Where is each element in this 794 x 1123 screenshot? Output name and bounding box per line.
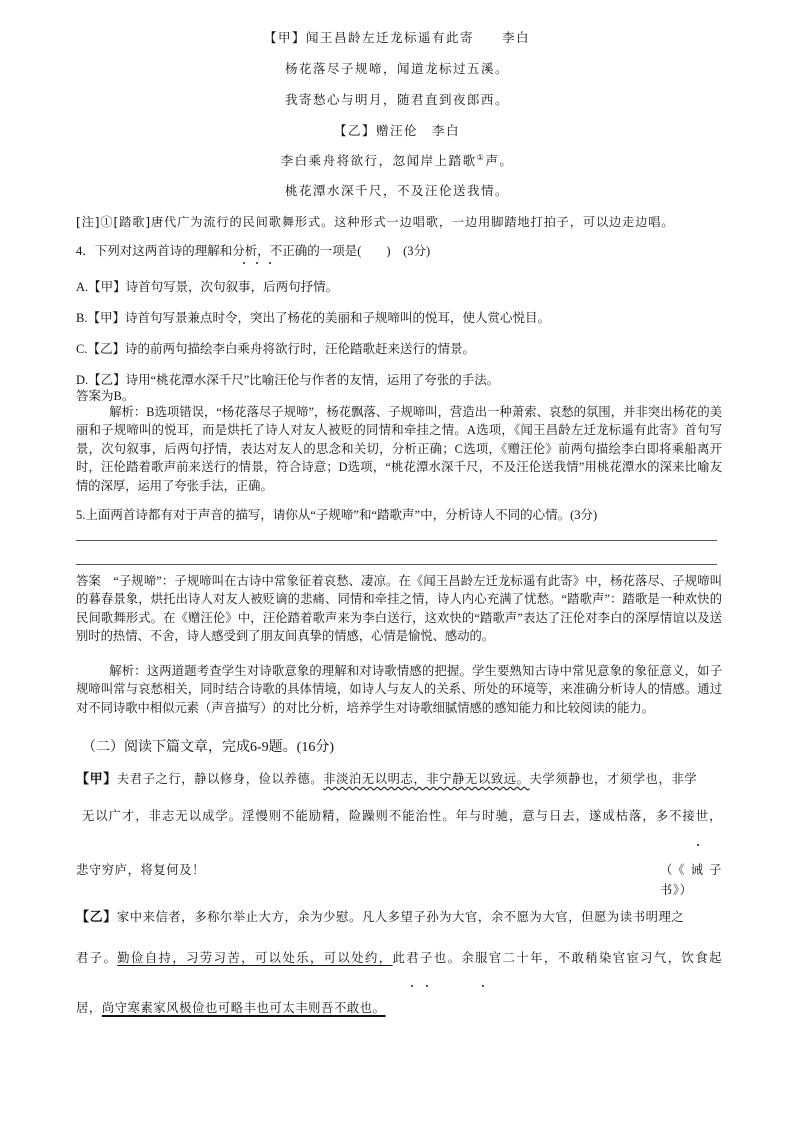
poem-note: [注]①[踏歌]唐代广为流行的民间歌舞形式。这种形式一边唱歌，一边用脚踏地打拍子，可以边走边唱。 (76, 215, 675, 229)
emphasis-dot (426, 985, 428, 987)
underlined-sentence: 勤俭自持，习劳习苦，可以处乐，可以处约， (117, 951, 393, 965)
passage-jia-line3: 悲守穷庐，将复何及！ (76, 863, 205, 877)
q5-analysis: 解析：这两道题考查学生对诗歌意象的理解和对诗歌情感的把握。学生要熟知古诗中常见意象的象征意义，如子规啼叫常与哀愁相关，同时结合诗歌的具体情境，如诗人与友人的关系、所处的环境等，来准确分析诗人的情感。通过对不同诗歌中相似元素（声音描写）的对比分析，培养学生对诗歌细腻情感的感知能力和比较阅读的能力。 (76, 664, 722, 715)
q5-answer: 答案 “子规啼”：子规啼叫在古诗中常象征着哀愁、凄凉。在《闻王昌龄左迁龙标遥有此寄》中，杨花落尽、子规啼叫的暮春景象，烘托出诗人对友人被贬谪的悲痛、同情和牵挂之情，诗人内心充满了忧愁。“踏歌声”：踏歌是一种欢快的民间歌舞形式。在《赠汪伦》中，汪伦踏着歌声来为李白送行，这欢快的“踏歌声”表达了汪伦对李白的深厚情谊以及送别时的热情、不舍，诗人感受到了朋友间真挚的情感，心情是愉悦、感动的。 (76, 574, 722, 644)
q4-option-d: D.【乙】诗用“桃花潭水深千尺”比喻汪伦与作者的友情，运用了夸张的手法。 (76, 373, 500, 387)
underlined-sentence: 尚守寒素家风极俭也可略丰也可太丰则吾不敢也。 (101, 1001, 386, 1015)
passage-jia-source: （《诫子书》） (660, 863, 722, 897)
emphasis-dot (256, 262, 258, 264)
emphasis-dot (269, 262, 271, 264)
answer-line (76, 564, 717, 565)
passage-yi-line2: 君子。勤俭自持，习劳习苦，可以处乐，可以处约，此君子也。余服官二十年，不敢稍染官宦习气，饮食起 (76, 951, 722, 965)
emphasis-dot (482, 985, 484, 987)
passage-jia-line2: 无以广才，非志无以成学。淫慢则不能励精，险躁则不能治性。年与时驰，意与日去，遂成枯落，多不接世， (82, 809, 722, 823)
poem-b-author: 李白 (432, 123, 461, 138)
q4-analysis: 解析：B选项错误，“杨花落尽子规啼”，杨花飘落、子规啼叫，营造出一种萧索、哀愁的氛围，并非突出杨花的美丽和子规啼叫的悦耳，而是烘托了诗人对友人被贬的同情和牵挂之情。A选项，《闻王昌龄左迁龙标遥有此寄》首句写景，次句叙事，后两句抒情，表达对友人的思念和关切，分析正确；C选项，《赠汪伦》前两句描绘李白即将乘船离开时，汪伦踏着歌声前来送行的情景，符合诗意；D选项，“桃花潭水深千尺，不及汪伦送我情”用桃花潭水的深来比喻友情的深厚，运用了夸张手法，正确。 (76, 405, 722, 493)
q4-option-a: A.【甲】诗首句写景，次句叙事，后两句抒情。 (76, 280, 339, 294)
passage-yi-label: 【乙】 (76, 909, 117, 924)
passage-yi-line3: 居，尚守寒素家风极俭也可略丰也可太丰则吾不敢也。 (76, 1001, 386, 1015)
emphasis-dot (243, 262, 245, 264)
q5-stem: 5.上面两首诗都有对于声音的描写，请你从“子规啼”和“踏歌声”中，分析诗人不同的心情。(3分) (76, 508, 598, 522)
q4-answer: 答案为B。 (76, 389, 135, 403)
poem-b-title: 【乙】赠汪伦 (333, 123, 418, 138)
answer-line (76, 540, 717, 541)
q4-option-c: C.【乙】诗的前两句描绘李白乘舟将欲行时，汪伦踏歌赶来送行的情景。 (76, 342, 475, 356)
emphasis-dot (411, 985, 413, 987)
poem-a-title: 【甲】闻王昌龄左迁龙标遥有此寄 (263, 30, 474, 45)
underlined-sentence: 非淡泊无以明志，非宁静无以致远。 (323, 772, 530, 786)
passage-jia-line1: 【甲】夫君子之行，静以修身，俭以养德。非淡泊无以明志，非宁静无以致远。夫学须静也，才须学也，非学 (76, 771, 698, 786)
poem-b-line1: 李白乘舟将欲行，忽闻岸上踏歌①声。 (280, 152, 514, 168)
section-2-title: （二）阅读下篇文章，完成6-9题。(16分) (82, 740, 334, 755)
emphasis-dot (697, 844, 699, 846)
footnote-marker: ① (476, 152, 486, 162)
q4-option-b: B.【甲】诗首句写景兼点时令，突出了杨花的美丽和子规啼叫的悦耳，使人赏心悦目。 (76, 311, 550, 325)
passage-jia-label: 【甲】 (76, 771, 117, 786)
poem-a-author: 李白 (502, 30, 531, 45)
poem-a-heading (0, 28, 794, 46)
poem-a-line2: 我寄愁心与明月，随君直到夜郎西。 (284, 92, 509, 107)
poem-b-heading (0, 121, 794, 139)
passage-yi-line1: 【乙】家中来信者，多称尔举止大方，余为少慰。凡人多望子孙为大官，余不愿为大官，但愿为读书明理之 (76, 909, 685, 924)
poem-b-line2: 桃花潭水深千尺，不及汪伦送我情。 (284, 183, 509, 198)
poem-a-line1: 杨花落尽子规啼，闻道龙标过五溪。 (284, 61, 509, 76)
q4-stem: 4．下列对这两首诗的理解和分析，不正确的一项是( ) (3分) (76, 244, 431, 258)
